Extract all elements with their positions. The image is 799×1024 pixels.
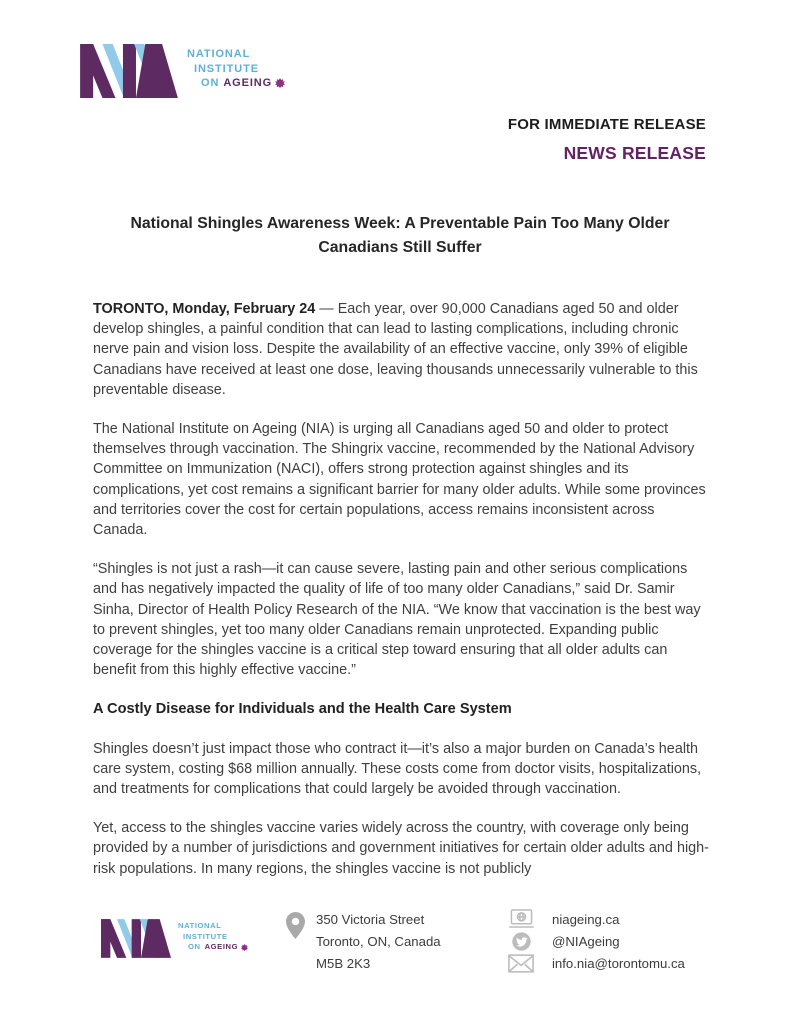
twitter-icon [507,931,535,952]
footer-wordmark-on: ON [188,942,201,951]
website-icon [507,909,535,930]
email-row [507,952,685,974]
footer-wordmark-line-3 [178,942,248,953]
article-body [93,299,709,898]
nia-wordmark [187,47,285,91]
wordmark-on: ON [201,77,220,89]
nia-logo [80,44,285,98]
paragraph-quote: “Shingles is not just a rash—it can cause severe, lasting pain and other serious complications and has negatively impacted the quality of life of too many older Canadians,” said Dr. Samir Sinha, Director of Health Policy Research of the NIA. “We know that vaccination is the best way to prevent shingles, yet too many older Canadians remain unprotected. Expanding public coverage for the shingles vaccine is a critical step toward ensuring that all older adults can benefit from this highly effective vaccine.” [93,561,701,679]
twitter-row [507,930,685,952]
nia-footer-wordmark [178,921,248,953]
footer-wordmark-ageing: AGEING [204,942,239,951]
footer-wordmark-line-2: INSTITUTE [183,931,228,941]
email-icon [507,954,535,973]
address-lines [316,909,441,974]
for-immediate-release-label: FOR IMMEDIATE RELEASE [507,116,706,133]
nia-footer-logo [101,919,248,958]
paragraph-2: The National Institute on Ageing (NIA) is urging all Canadians aged 50 and older to protect themselves through vaccination. The Shingrix vaccine, recommended by the National Advisory Committee on Immunization (NACI), offers strong protection against shingles and its complications, yet cost remains a significant barrier for many older adults. While some provinces and territories cover the cost for certain populations, access remains inconsistent across Canada. [93,421,706,539]
title-line-1: National Shingles Awareness Week: A Preventable Pain Too Many Older [130,215,670,232]
news-release-label: NEWS RELEASE [563,143,706,163]
email-text: info.nia@torontomu.ca [552,955,685,971]
wordmark-line-2: INSTITUTE [194,62,259,75]
nia-footer-logo-mark [101,919,171,958]
section-heading: A Costly Disease for Individuals and the Health Care System [93,701,512,718]
wordmark-ageing: AGEING [223,77,273,89]
letterhead-footer [0,903,799,993]
website-text: niageing.ca [552,911,620,927]
twitter-text: @NIAgeing [552,933,620,949]
document-title [93,212,707,259]
contact-block [507,908,685,974]
release-block [508,116,706,164]
address-line-street: 350 Victoria Street [316,912,425,927]
address-block [286,909,441,974]
nia-logo-mark [80,44,178,98]
wordmark-line-3 [187,76,285,91]
footer-wordmark-line-1: NATIONAL [178,921,222,930]
title-line-2: Canadians Still Suffer [318,238,482,256]
paragraph-1-text: — Each year, over 90,000 Canadians aged 50 and older develop shingles, a painful condition that can lead to lasting complications, including chronic nerve pain and vision loss. Despite the availability of an effective vaccine, only 39% of eligible Canadians have received at least one dose, leaving thousands unnecessarily vulnerable to this preventable disease. [93,301,698,398]
paragraph-4: Shingles doesn’t just impact those who contract it—it’s also a major burden on Canada’s health care system, costing $68 million annually. These costs come from doctor visits, hospitalizations, and treatments for complications that could largely be avoided through vaccination. [93,740,702,798]
website-row [507,908,685,930]
wordmark-line-1: NATIONAL [187,48,251,60]
paragraph-dateline [93,299,709,400]
address-line-city: Toronto, ON, Canada [316,933,441,949]
maple-leaf-icon [275,78,285,88]
address-line-postal: M5B 2K3 [316,955,371,971]
location-pin-icon [286,912,306,974]
dateline-bold: TORONTO, Monday, February 24 [93,301,316,317]
paragraph-5: Yet, access to the shingles vaccine varies widely across the country, with coverage only being provided by a number of jurisdictions and government initiatives for certain older adults and high-risk populations. In many regions, the shingles vaccine is not publicly [93,820,709,877]
footer-maple-leaf-icon [241,944,248,951]
